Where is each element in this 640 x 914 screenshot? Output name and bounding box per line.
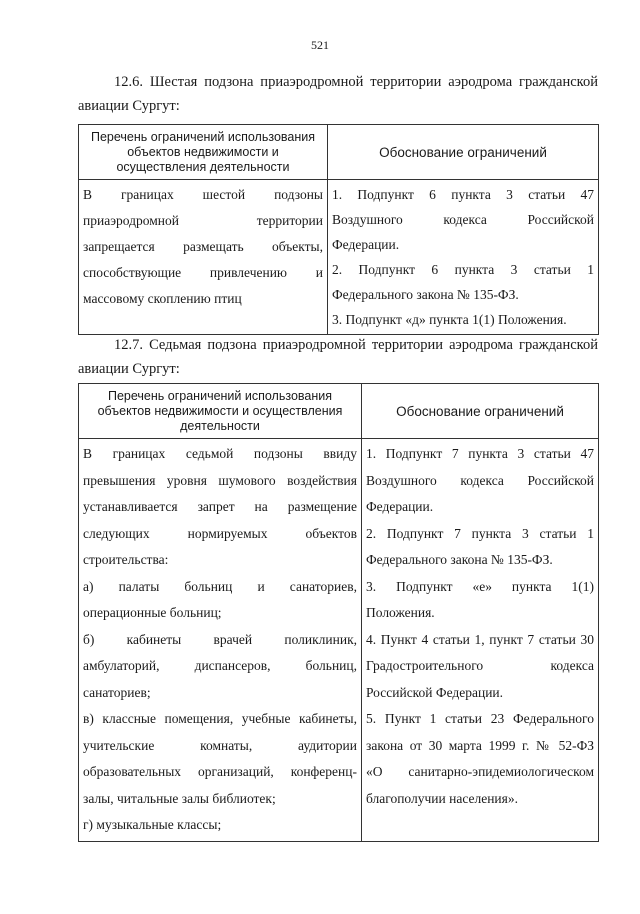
text-line: учительские комнаты, аудитории — [83, 737, 357, 753]
text-line: В границах шестой подзоны — [83, 187, 323, 202]
text-line: превышения уровня шумового воздействия — [83, 472, 357, 488]
justification-cell — [362, 439, 599, 842]
column-header-justification: Обоснование ограничений — [328, 125, 599, 180]
heading-line: 12.7. Седьмая подзона приаэродромной территории аэродрома гражданской — [114, 337, 598, 353]
text-line: Российской Федерации. — [366, 684, 504, 700]
text-line: В границах седьмой подзоны ввиду — [83, 446, 357, 461]
justification-cell — [328, 180, 599, 335]
text-line: 1. Подпункт 7 пункта 3 статьи 47 — [366, 446, 594, 461]
text-line: приаэродромной территории — [83, 213, 323, 228]
text-line: санаториев; — [83, 684, 151, 700]
text-line: залы, читальные залы библиотек; — [83, 790, 276, 806]
restrictions-table-zone-7 — [78, 383, 599, 842]
text-line: 2. Подпункт 6 пункта 3 статьи 1 — [332, 262, 594, 277]
text-line: закона от 30 марта 1999 г. № 52-ФЗ — [366, 737, 594, 753]
text-line: 5. Пункт 1 статьи 23 Федерального — [366, 711, 594, 726]
column-header-restrictions: Перечень ограничений использования объектов недвижимости и осуществления деятельности — [79, 125, 328, 180]
text-line: амбулаторий, диспансеров, больниц, — [83, 658, 357, 673]
text-line: 2. Подпункт 7 пункта 3 статьи 1 — [366, 525, 594, 541]
text-line: массовому скоплению птиц — [83, 291, 242, 306]
text-line: Воздушного кодекса Российской — [366, 472, 594, 488]
heading-line: авиации Сургут: — [78, 98, 180, 114]
text-line: способствующие привлечению и — [83, 265, 323, 280]
text-line: Федерального закона № 135-ФЗ. — [332, 287, 519, 302]
text-line: следующих нормируемых объектов — [83, 525, 357, 541]
text-line: устанавливается запрет на размещение — [83, 499, 357, 514]
heading-line: 12.6. Шестая подзона приаэродромной территории аэродрома гражданской — [114, 74, 598, 90]
section-12-6-heading — [78, 70, 598, 118]
text-line: строительства: — [83, 552, 169, 567]
text-line: Федерации. — [332, 237, 400, 252]
text-line: в) классные помещения, учебные кабинеты, — [83, 711, 357, 726]
text-line: операционные больниц; — [83, 605, 222, 620]
text-line: Федерального закона № 135-ФЗ. — [366, 552, 553, 567]
section-12-7-heading — [78, 333, 598, 381]
text-line: 3. Подпункт «е» пункта 1(1) — [366, 578, 594, 594]
heading-line: авиации Сургут: — [78, 361, 180, 377]
text-line: б) кабинеты врачей поликлиник, — [83, 631, 357, 647]
text-line: г) музыкальные классы; — [83, 817, 222, 832]
text-line: «О санитарно-эпидемиологическом — [366, 764, 594, 779]
restrictions-cell — [79, 180, 328, 335]
text-line: Федерации. — [366, 499, 434, 514]
text-line: благополучии населения». — [366, 790, 518, 806]
page-number: 521 — [311, 38, 329, 52]
restrictions-cell — [79, 439, 362, 842]
text-line: а) палаты больниц и санаториев, — [83, 578, 357, 594]
text-line: Воздушного кодекса Российской — [332, 212, 594, 227]
text-line: 1. Подпункт 6 пункта 3 статьи 47 — [332, 187, 594, 202]
text-line: Градостроительного кодекса — [366, 658, 594, 673]
text-line: 4. Пункт 4 статьи 1, пункт 7 статьи 30 — [366, 631, 594, 647]
text-line: образовательных организаций, конференц- — [83, 764, 357, 779]
text-line: запрещается размещать объекты, — [83, 239, 323, 254]
column-header-restrictions: Перечень ограничений использования объектов недвижимости и осуществления деятельности — [79, 384, 362, 439]
text-line: 3. Подпункт «д» пункта 1(1) Положения. — [332, 312, 567, 327]
restrictions-table-zone-6 — [78, 124, 599, 335]
text-line: Положения. — [366, 605, 435, 620]
column-header-justification: Обоснование ограничений — [362, 384, 599, 439]
